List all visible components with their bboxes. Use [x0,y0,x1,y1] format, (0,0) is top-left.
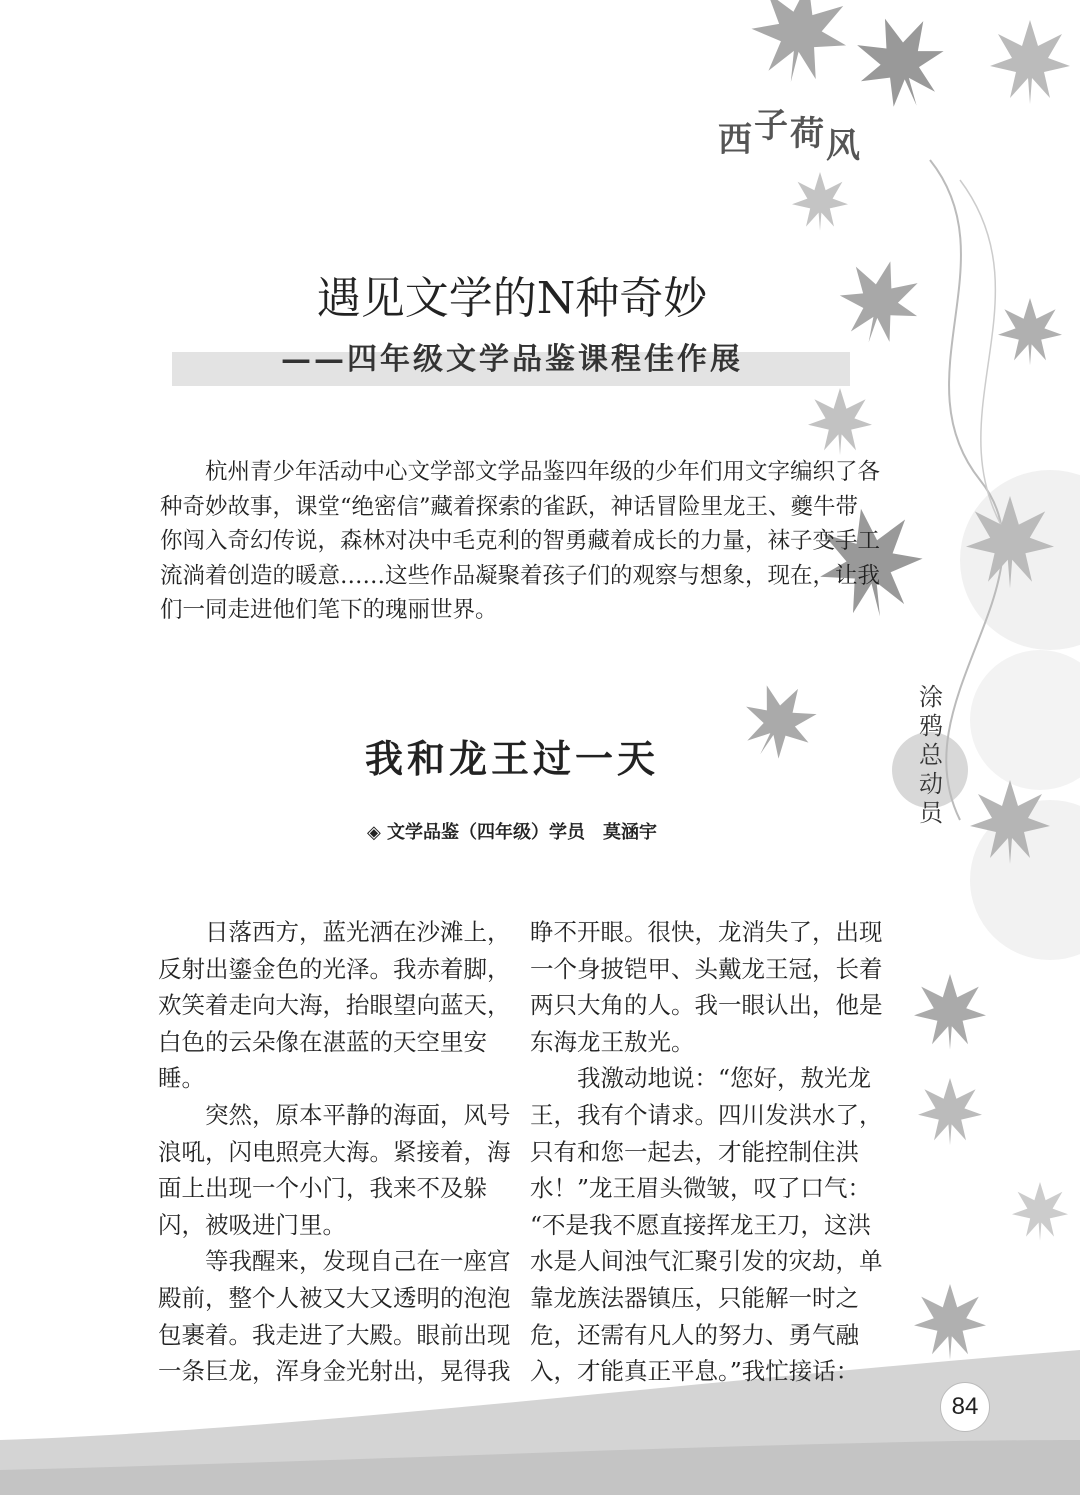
side-label-char: 总 [919,741,943,769]
body-line: 反射出鎏金色的光泽。我赤着脚， [158,954,511,983]
body-line: 只有和您一起去，才能控制住洪 [530,1137,859,1166]
body-line: 两只大角的人。我一眼认出，他是 [530,991,883,1020]
story-title: 我和龙王过一天 [364,737,659,781]
intro-line: 们一同走进他们笔下的瑰丽世界。 [160,597,498,623]
column-tag-char: 风 [826,126,862,166]
intro-line: 杭州青少年活动中心文学部文学品鉴四年级的少年们用文字编织了各 [160,459,881,485]
body-column-left [158,914,511,1390]
body-line: 入，才能真正平息。”我忙接话： [530,1357,860,1386]
body-line: 浪吼，闪电照亮大海。紧接着，海 [158,1137,511,1166]
body-line: 面上出现一个小门，我来不及躲 [158,1174,487,1203]
body-line: “不是我不愿直接挥龙王刀，这洪 [530,1210,872,1239]
body-line: 包裹着。我走进了大殿。眼前出现 [158,1320,511,1349]
side-label-char: 员 [919,799,943,827]
body-line: 白色的云朵像在湛蓝的天空里安 [158,1027,487,1056]
body-line: 睡。 [158,1064,205,1093]
body-line: 一条巨龙，浑身金光射出，晃得我 [158,1357,511,1386]
body-line: 等我醒来，发现自己在一座宫 [158,1247,511,1276]
body-line: 睁不开眼。很快，龙消失了，出现 [530,918,883,946]
body-line: 东海龙王敖光。 [530,1027,695,1056]
page-title: 遇见文学的N种奇妙 [316,273,708,324]
intro-line: 种奇妙故事，课堂“绝密信”藏着探索的雀跃，神话冒险里龙王、夔牛带 [160,493,859,520]
body-line: 我激动地说：“您好，敖光龙 [530,1064,872,1093]
side-label-char: 涂 [919,683,943,711]
column-tag-char: 子 [754,106,790,146]
body-line: 日落西方，蓝光洒在沙滩上， [158,918,511,946]
body-line: 水！”龙王眉头微皱，叹了口气： [530,1174,872,1203]
body-line: 突然，原本平静的海面，风号 [158,1100,511,1129]
author-byline: ◈ 文学品鉴（四年级）学员 莫涵宇 [366,822,658,843]
side-label-char: 动 [919,770,943,798]
intro-line: 你闯入奇幻传说，森林对决中毛克利的智勇藏着成长的力量，袜子变手工 [160,528,881,554]
body-line: 王，我有个请求。四川发洪水了， [530,1100,883,1129]
body-line: 靠龙族法器镇压，只能解一时之 [530,1283,859,1312]
body-line: 水是人间浊气汇聚引发的灾劫，单 [530,1247,883,1276]
body-line: 殿前，整个人被又大又透明的泡泡 [158,1283,511,1312]
body-column-right [530,914,883,1390]
body-line: 一个身披铠甲、头戴龙王冠，长着 [530,954,883,983]
side-label-char: 鸦 [919,712,943,740]
intro-line: 流淌着创造的暖意……这些作品凝聚着孩子们的观察与想象，现在，让我 [160,562,881,589]
body-line: 闪，被吸进门里。 [158,1210,346,1239]
column-tag-char: 荷 [790,114,826,154]
intro-paragraph [160,455,895,628]
body-line: 危，还需有凡人的努力、勇气融 [530,1320,859,1349]
column-tag [718,106,862,166]
page-subtitle: ——四年级文学品鉴课程佳作展 [281,342,743,377]
body-line: 欢笑着走向大海，抬眼望向蓝天， [158,991,511,1020]
column-tag-char: 西 [718,120,754,160]
page-number: 84 [940,1382,990,1432]
